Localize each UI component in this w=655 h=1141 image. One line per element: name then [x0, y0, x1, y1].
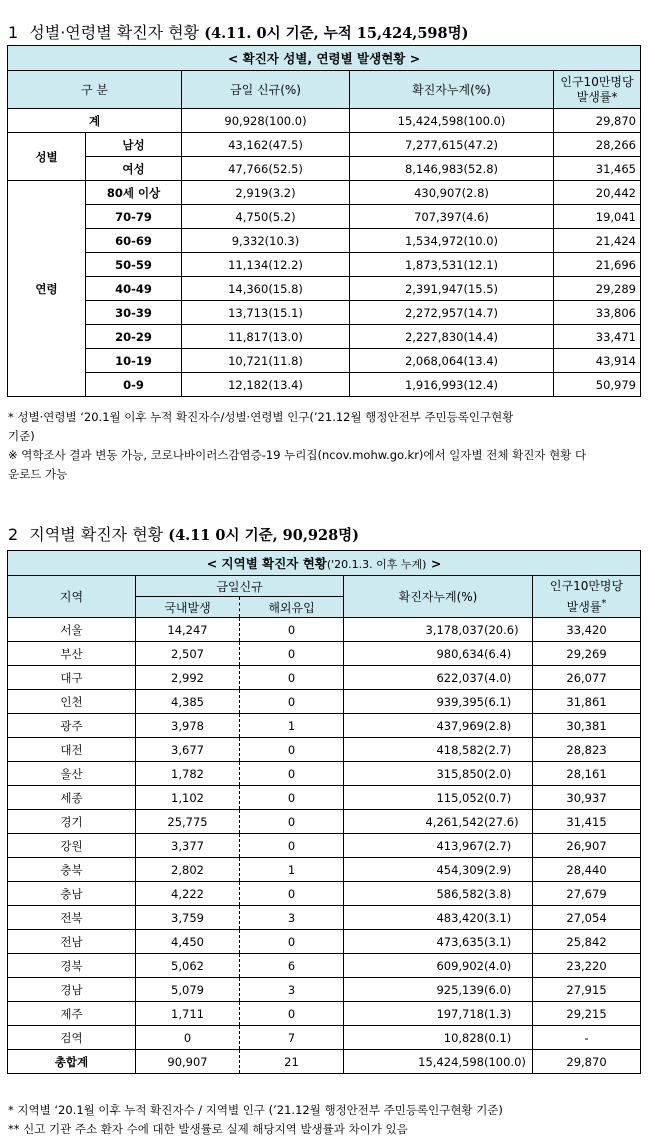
cumulative-value: 315,850	[436, 766, 484, 781]
age-today: 11,134(12.2)	[182, 253, 350, 277]
cumulative-pct: (4.0)	[484, 670, 512, 685]
region-row	[8, 834, 641, 858]
region-cumulative	[344, 618, 533, 642]
region-row	[8, 978, 641, 1002]
region-domestic: 2,507	[136, 642, 240, 666]
region-row	[8, 618, 641, 642]
gender-today: 47,766(52.5)	[182, 157, 350, 181]
region-cumulative	[344, 978, 533, 1002]
region-row	[8, 762, 641, 786]
header-rate2-line2: 발생률	[566, 599, 602, 614]
region-rate: 26,907	[533, 834, 641, 858]
table2-caption	[8, 551, 641, 576]
region-overseas: 0	[240, 738, 344, 762]
header-rate	[554, 71, 641, 109]
region-overseas: 0	[240, 810, 344, 834]
region-cumulative	[344, 906, 533, 930]
region-domestic: 0	[136, 1026, 240, 1050]
region-rate: 27,054	[533, 906, 641, 930]
cumulative-pct: (0.1)	[484, 1030, 512, 1045]
region-cumulative	[344, 1026, 533, 1050]
region-name: 광주	[8, 714, 136, 738]
cumulative-pct: (2.7)	[484, 742, 512, 757]
region-domestic: 4,222	[136, 882, 240, 906]
region-rate: 28,823	[533, 738, 641, 762]
cumulative-value: 473,635	[436, 934, 484, 949]
header-region: 지역	[8, 576, 136, 618]
age-label: 10-19	[86, 349, 182, 373]
section2-notes	[8, 1101, 503, 1139]
section1-title-text: 성별·연령별 확진자 현황	[29, 23, 200, 42]
note1-line2: 기준)	[8, 429, 35, 443]
total-today: 90,928(100.0)	[182, 109, 350, 133]
region-rate: -	[533, 1026, 641, 1050]
region-rate: 25,842	[533, 930, 641, 954]
age-row	[8, 181, 641, 205]
age-cumulative: 707,397(4.6)	[350, 205, 554, 229]
cumulative-value: 437,969	[436, 718, 484, 733]
region-name: 서울	[8, 618, 136, 642]
cumulative-pct: (100.0)	[484, 1054, 526, 1069]
region-name: 대전	[8, 738, 136, 762]
region-rate: 27,915	[533, 978, 641, 1002]
age-row	[8, 205, 641, 229]
region-cumulative	[344, 930, 533, 954]
section2-title	[8, 522, 359, 545]
region-row	[8, 1026, 641, 1050]
cumulative-value: 483,420	[436, 910, 484, 925]
region-domestic: 2,802	[136, 858, 240, 882]
age-label: 0-9	[86, 373, 182, 397]
header-cumulative2: 확진자누계(%)	[344, 576, 533, 618]
region-domestic: 1,782	[136, 762, 240, 786]
cumulative-pct: (6.0)	[484, 982, 512, 997]
header-domestic: 국내발생	[136, 597, 240, 618]
cumulative-pct: (20.6)	[484, 622, 519, 637]
region-name: 경기	[8, 810, 136, 834]
region-row	[8, 714, 641, 738]
region-overseas: 0	[240, 834, 344, 858]
age-cumulative: 2,068,064(13.4)	[350, 349, 554, 373]
region-name: 전남	[8, 930, 136, 954]
region-domestic: 3,978	[136, 714, 240, 738]
gender-cumulative: 8,146,983(52.8)	[350, 157, 554, 181]
cumulative-pct: (3.8)	[484, 886, 512, 901]
note4: ** 신고 기관 주소 환자 수에 대한 발생률로 실제 해당지역 발생률과 차이가 있음	[8, 1122, 408, 1136]
note2-line2: 운로드 가능	[8, 467, 68, 481]
region-overseas: 0	[240, 666, 344, 690]
age-today: 2,919(3.2)	[182, 181, 350, 205]
region-overseas: 0	[240, 762, 344, 786]
region-domestic: 90,907	[136, 1050, 240, 1074]
region-rate: 30,937	[533, 786, 641, 810]
age-cumulative: 430,907(2.8)	[350, 181, 554, 205]
age-label: 80세 이상	[86, 181, 182, 205]
age-today: 10,721(11.8)	[182, 349, 350, 373]
age-rate: 33,806	[554, 301, 641, 325]
cumulative-pct: (3.1)	[484, 910, 512, 925]
cumulative-value: 622,037	[436, 670, 484, 685]
cumulative-pct: (1.3)	[484, 1006, 512, 1021]
region-name: 경북	[8, 954, 136, 978]
region-row	[8, 930, 641, 954]
table2-caption-text: < 지역별 확진자 현황	[206, 556, 327, 571]
region-overseas: 3	[240, 906, 344, 930]
age-label: 70-79	[86, 205, 182, 229]
age-rate: 21,696	[554, 253, 641, 277]
region-name: 충북	[8, 858, 136, 882]
region-name: 총합계	[8, 1050, 136, 1074]
age-rate: 21,424	[554, 229, 641, 253]
section2-subtitle: (4.11 0시 기준, 90,928명)	[168, 527, 360, 544]
region-rate: 29,269	[533, 642, 641, 666]
header-cumulative: 확진자누계(%)	[350, 71, 554, 109]
age-cumulative: 2,391,947(15.5)	[350, 277, 554, 301]
region-name: 전북	[8, 906, 136, 930]
region-overseas: 0	[240, 642, 344, 666]
table2-caption-end: >	[430, 556, 442, 571]
region-overseas: 3	[240, 978, 344, 1002]
cumulative-value: 197,718	[436, 1006, 484, 1021]
region-cumulative	[344, 834, 533, 858]
total-row	[8, 109, 641, 133]
age-label: 30-39	[86, 301, 182, 325]
header-today: 금일 신규(%)	[182, 71, 350, 109]
header-category: 구 분	[8, 71, 182, 109]
region-name: 인천	[8, 690, 136, 714]
region-name: 충남	[8, 882, 136, 906]
region-cumulative	[344, 786, 533, 810]
region-name: 울산	[8, 762, 136, 786]
header-rate-line2: 발생률*	[576, 89, 618, 104]
region-name: 대구	[8, 666, 136, 690]
cumulative-value: 609,902	[436, 958, 484, 973]
gender-label: 남성	[86, 133, 182, 157]
cumulative-pct: (2.7)	[484, 838, 512, 853]
age-today: 14,360(15.8)	[182, 277, 350, 301]
age-row	[8, 373, 641, 397]
age-today: 11,817(13.0)	[182, 325, 350, 349]
note3: * 지역별 ‘20.1월 이후 누적 확진자수 / 지역별 인구 (’21.12월 행정안전부 주민등록인구현황 기준)	[8, 1103, 503, 1117]
region-name: 제주	[8, 1002, 136, 1026]
region-rate: 28,161	[533, 762, 641, 786]
region-row	[8, 810, 641, 834]
region-row	[8, 954, 641, 978]
header-rate-line1: 인구10만명당	[560, 74, 634, 89]
header-rate2	[533, 576, 641, 618]
section2-title-text: 지역별 확진자 현황	[29, 525, 164, 544]
age-row	[8, 253, 641, 277]
region-rate: 31,861	[533, 690, 641, 714]
age-label: 50-59	[86, 253, 182, 277]
region-cumulative	[344, 714, 533, 738]
region-cumulative	[344, 762, 533, 786]
header-rate2-star: *	[601, 597, 607, 609]
region-cumulative	[344, 810, 533, 834]
cumulative-pct: (3.1)	[484, 934, 512, 949]
region-domestic: 1,102	[136, 786, 240, 810]
region-domestic: 3,377	[136, 834, 240, 858]
cumulative-value: 4,261,542	[425, 814, 484, 829]
cumulative-value: 418,582	[436, 742, 484, 757]
region-rate: 29,870	[533, 1050, 641, 1074]
region-overseas: 0	[240, 690, 344, 714]
region-rate: 28,440	[533, 858, 641, 882]
region-domestic: 5,062	[136, 954, 240, 978]
region-overseas: 0	[240, 786, 344, 810]
cumulative-value: 980,634	[436, 646, 484, 661]
cumulative-value: 586,582	[436, 886, 484, 901]
gender-age-table	[7, 45, 641, 397]
region-row	[8, 690, 641, 714]
region-name: 경남	[8, 978, 136, 1002]
note1-line1: * 성별·연령별 ‘20.1월 이후 누적 확진자수/성별·연령별 인구(’21.12월 행정안전부 주민등록인구현황	[8, 410, 514, 424]
region-domestic: 4,450	[136, 930, 240, 954]
cumulative-pct: (27.6)	[484, 814, 519, 829]
region-row	[8, 858, 641, 882]
gender-rate: 28,266	[554, 133, 641, 157]
section1-title	[8, 20, 468, 43]
region-total-row	[8, 1050, 641, 1074]
region-cumulative	[344, 738, 533, 762]
region-domestic: 25,775	[136, 810, 240, 834]
age-today: 13,713(15.1)	[182, 301, 350, 325]
gender-row	[8, 133, 641, 157]
age-today: 12,182(13.4)	[182, 373, 350, 397]
section2-number: 2	[8, 525, 19, 544]
gender-today: 43,162(47.5)	[182, 133, 350, 157]
region-domestic: 1,711	[136, 1002, 240, 1026]
table1-caption: < 확진자 성별, 연령별 발생현황 >	[8, 46, 641, 71]
cumulative-pct: (2.8)	[484, 718, 512, 733]
age-row	[8, 325, 641, 349]
region-overseas: 0	[240, 618, 344, 642]
region-rate: 26,077	[533, 666, 641, 690]
age-cumulative: 1,534,972(10.0)	[350, 229, 554, 253]
region-name: 세종	[8, 786, 136, 810]
region-overseas: 0	[240, 882, 344, 906]
age-rate: 29,289	[554, 277, 641, 301]
gender-row	[8, 157, 641, 181]
header-today-new: 금일신규	[136, 576, 344, 597]
region-cumulative	[344, 1050, 533, 1074]
region-row	[8, 666, 641, 690]
region-cumulative	[344, 666, 533, 690]
cumulative-value: 115,052	[436, 790, 484, 805]
region-overseas: 1	[240, 858, 344, 882]
region-overseas: 7	[240, 1026, 344, 1050]
header-rate2-line1: 인구10만명당	[549, 578, 624, 593]
cumulative-pct: (2.9)	[484, 862, 512, 877]
cumulative-value: 3,178,037	[425, 622, 484, 637]
age-rate: 43,914	[554, 349, 641, 373]
region-rate: 23,220	[533, 954, 641, 978]
age-cumulative: 2,272,957(14.7)	[350, 301, 554, 325]
region-domestic: 3,677	[136, 738, 240, 762]
cumulative-value: 925,139	[436, 982, 484, 997]
age-today: 4,750(5.2)	[182, 205, 350, 229]
region-rate: 33,420	[533, 618, 641, 642]
region-overseas: 0	[240, 930, 344, 954]
region-domestic: 5,079	[136, 978, 240, 1002]
region-row	[8, 786, 641, 810]
region-domestic: 2,992	[136, 666, 240, 690]
region-row	[8, 738, 641, 762]
region-cumulative	[344, 642, 533, 666]
age-rate: 50,979	[554, 373, 641, 397]
total-label: 계	[8, 109, 182, 133]
age-label: 20-29	[86, 325, 182, 349]
note2-line1: ※ 역학조사 결과 변동 가능, 코로나바이러스감염증-19 누리집(ncov.mohw.go.kr)에서 일자별 전체 확진자 현황 다	[8, 448, 587, 462]
region-domestic: 3,759	[136, 906, 240, 930]
age-cumulative: 1,873,531(12.1)	[350, 253, 554, 277]
age-label: 60-69	[86, 229, 182, 253]
region-domestic: 14,247	[136, 618, 240, 642]
age-label: 40-49	[86, 277, 182, 301]
region-overseas: 21	[240, 1050, 344, 1074]
age-row	[8, 349, 641, 373]
cumulative-pct: (2.0)	[484, 766, 512, 781]
age-group-label: 연령	[8, 181, 86, 397]
region-name: 부산	[8, 642, 136, 666]
age-row	[8, 229, 641, 253]
gender-rate: 31,465	[554, 157, 641, 181]
cumulative-value: 15,424,598	[418, 1054, 484, 1069]
cumulative-pct: (0.7)	[484, 790, 512, 805]
total-rate: 29,870	[554, 109, 641, 133]
header-overseas: 해외유입	[240, 597, 344, 618]
region-rate: 29,215	[533, 1002, 641, 1026]
gender-label: 여성	[86, 157, 182, 181]
gender-cumulative: 7,277,615(47.2)	[350, 133, 554, 157]
cumulative-pct: (4.0)	[484, 958, 512, 973]
cumulative-value: 10,828	[443, 1030, 484, 1045]
gender-group-label: 성별	[8, 133, 86, 181]
age-cumulative: 1,916,993(12.4)	[350, 373, 554, 397]
age-rate: 20,442	[554, 181, 641, 205]
region-rate: 31,415	[533, 810, 641, 834]
age-rate: 33,471	[554, 325, 641, 349]
age-today: 9,332(10.3)	[182, 229, 350, 253]
region-name: 검역	[8, 1026, 136, 1050]
region-cumulative	[344, 858, 533, 882]
region-cumulative	[344, 882, 533, 906]
cumulative-value: 454,309	[436, 862, 484, 877]
region-name: 강원	[8, 834, 136, 858]
region-overseas: 0	[240, 1002, 344, 1026]
section1-notes	[8, 408, 586, 484]
cumulative-pct: (6.4)	[484, 646, 512, 661]
section1-number: 1	[8, 23, 19, 42]
age-rate: 19,041	[554, 205, 641, 229]
total-cumulative: 15,424,598(100.0)	[350, 109, 554, 133]
table2-caption-sub: ('20.1.3. 이후 누계)	[326, 558, 427, 571]
region-overseas: 6	[240, 954, 344, 978]
section1-subtitle: (4.11. 0시 기준, 누적 15,424,598명)	[204, 25, 469, 42]
region-cumulative	[344, 690, 533, 714]
region-row	[8, 882, 641, 906]
age-row	[8, 277, 641, 301]
region-row	[8, 906, 641, 930]
region-row	[8, 1002, 641, 1026]
age-cumulative: 2,227,830(14.4)	[350, 325, 554, 349]
region-cumulative	[344, 954, 533, 978]
region-table	[7, 550, 641, 1074]
region-overseas: 1	[240, 714, 344, 738]
cumulative-value: 413,967	[436, 838, 484, 853]
region-row	[8, 642, 641, 666]
cumulative-pct: (6.1)	[484, 694, 512, 709]
region-cumulative	[344, 1002, 533, 1026]
age-row	[8, 301, 641, 325]
region-rate: 27,679	[533, 882, 641, 906]
cumulative-value: 939,395	[436, 694, 484, 709]
region-rate: 30,381	[533, 714, 641, 738]
region-domestic: 4,385	[136, 690, 240, 714]
